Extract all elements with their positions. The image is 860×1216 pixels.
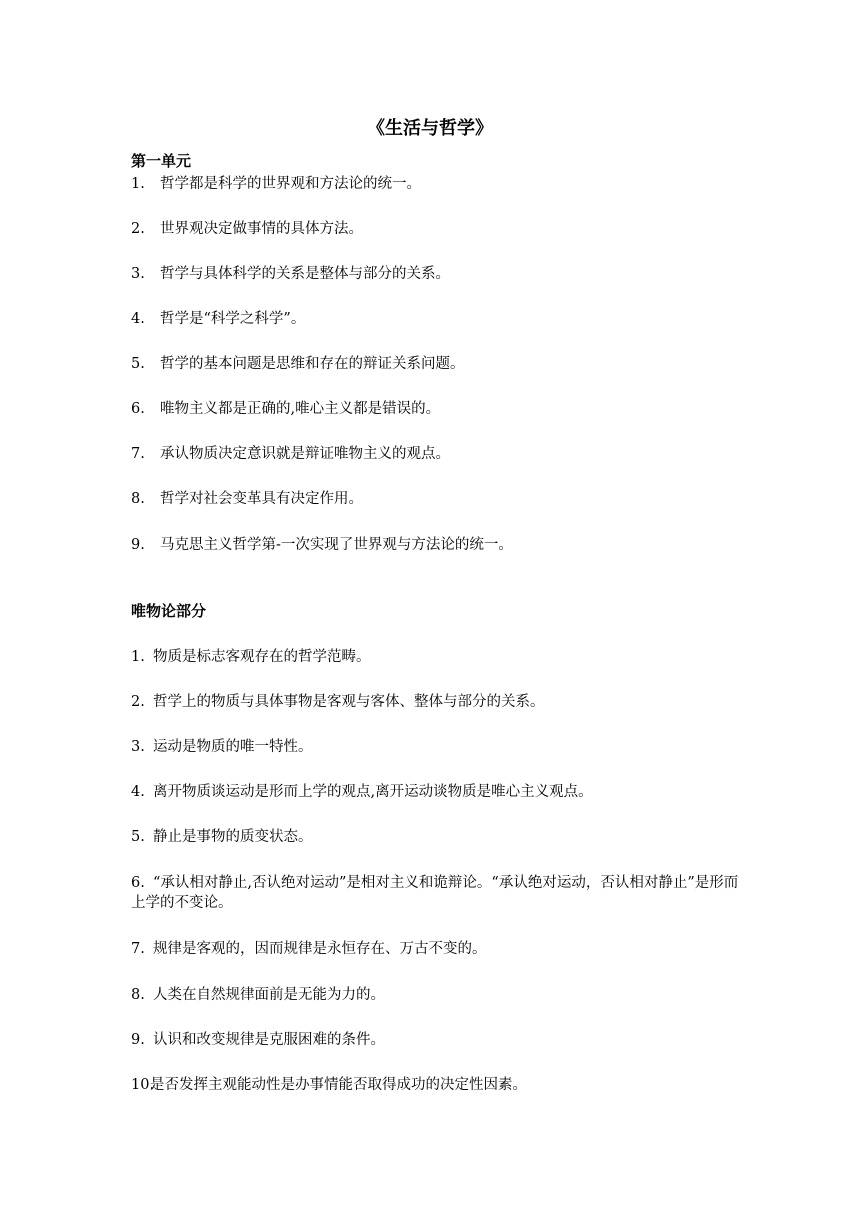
list-item-text: 人类在自然规律面前是无能为力的。 [153,987,385,1003]
list-item [131,174,741,194]
list-item-number: 1. [131,649,145,665]
list-item-text: 静止是事物的质变状态。 [153,829,313,845]
list-item-number: 5. [131,356,145,372]
list-item-text: 离开物质谈运动是形而上学的观点,离开运动谈物质是唯心主义观点。 [153,784,593,800]
list-item-number: 2. [131,694,145,710]
list-item-number: 2. [131,221,145,237]
list-item [131,354,741,374]
list-item-number: 3. [131,266,145,282]
list-item [131,1075,741,1095]
list-item [131,444,741,464]
section-heading-unit-one: 第一单元 [131,152,192,170]
list-item-number: 8. [131,987,145,1003]
list-item-number: 10. [131,1077,155,1093]
list-item-number: 4. [131,311,145,327]
list-item-text: 哲学上的物质与具体事物是客观与客体、整体与部分的关系。 [153,694,545,710]
list-item-text: 规律是客观的，因而规律是永恒存在、万古不变的。 [153,941,487,957]
list-item [131,219,741,239]
list-item-text: 马克思主义哲学第-一次实现了世界观与方法论的统一。 [160,537,513,553]
list-item-text: 哲学都是科学的世界观和方法论的统一。 [160,176,421,192]
section-heading-materialism: 唯物论部分 [131,602,207,620]
list-item-text: 是否发挥主观能动性是办事情能否取得成功的决定性因素。 [150,1077,527,1093]
list-item-text: 哲学对社会变革具有决定作用。 [160,491,363,507]
list-item [131,309,741,329]
list-item-text: “承认相对静止,否认绝对运动”是相对主义和诡辩论。“承认绝对运动，否认相对静止”是形而上学的不变论。 [131,875,739,911]
list-item [131,399,741,419]
list-item-number: 7. [131,446,145,462]
list-item-number: 5. [131,829,145,845]
list-item-number: 4. [131,784,145,800]
list-item-number: 6. [131,875,145,891]
list-item [131,692,741,712]
list-item-text: 运动是物质的唯一特性。 [153,739,313,755]
list-item-number: 9. [131,1032,145,1048]
list-item [131,827,741,847]
list-item-number: 1. [131,176,145,192]
list-item-text: 哲学是“科学之科学”。 [160,311,306,327]
list-item [131,1030,741,1050]
list-item-number: 6. [131,401,145,417]
list-item [131,985,741,1005]
list-item-text: 哲学的基本问题是思维和存在的辩证关系问题。 [160,356,465,372]
list-item [131,737,741,757]
list-item-number: 7. [131,941,145,957]
list-item-text: 哲学与具体科学的关系是整体与部分的关系。 [160,266,450,282]
list-item [131,939,741,959]
list-item-text: 物质是标志客观存在的哲学范畴。 [153,649,371,665]
list-item-text: 认识和改变规律是克服困难的条件。 [153,1032,385,1048]
list-item [131,873,741,913]
list-item-text: 承认物质决定意识就是辩证唯物主义的观点。 [160,446,450,462]
document-title: 《生活与哲学》 [367,118,493,139]
list-item [131,782,741,802]
list-item [131,264,741,284]
list-item-number: 8. [131,491,145,507]
list-item [131,489,741,509]
list-item [131,647,741,667]
list-item-text: 世界观决定做事情的具体方法。 [160,221,363,237]
list-item-text: 唯物主义都是正确的,唯心主义都是错误的。 [160,401,441,417]
list-item-number: 9. [131,537,145,553]
list-item-number: 3. [131,739,145,755]
list-item [131,535,741,555]
